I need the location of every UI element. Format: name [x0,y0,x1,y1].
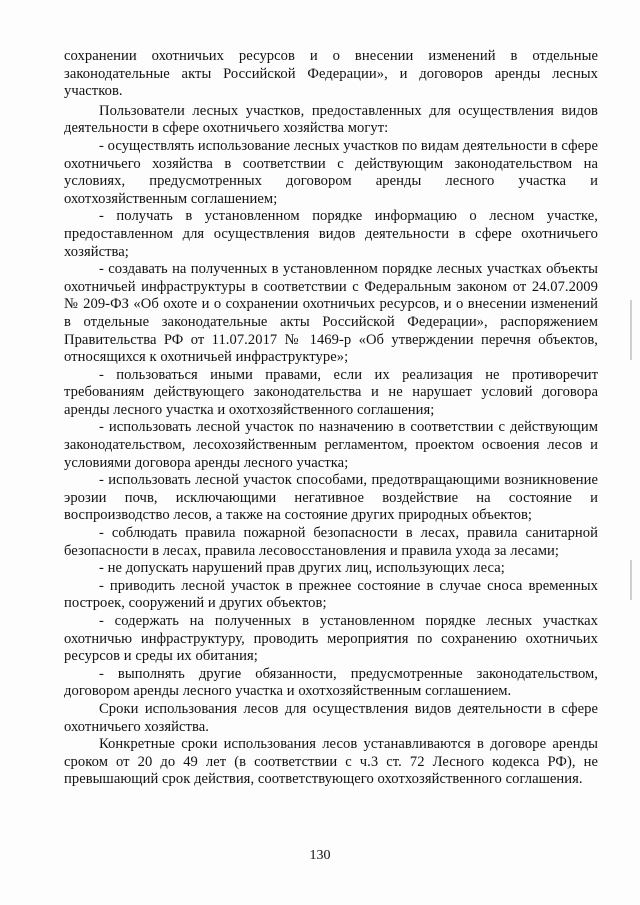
paragraph-users-intro: Пользователи лесных участков, предоставленных для осуществления видов деятельности в сфере охотничьего хозяйства могут: [64,102,598,137]
list-item-respect-rights: - не допускать нарушений прав других лиц, использующих леса; [99,560,505,577]
list-item-use-plots: - осуществлять использование лесных участков по видам деятельности в сфере охотничьего хозяйства в соответствии с действующим законодательством на условиях, предусмотренных договором аренды лесного участка и охотхозяйственным соглашением; [64,137,598,207]
document-body [64,48,598,789]
list-item-get-info: - получать в установленном порядке информацию о лесном участке, предоставленном для осуществления видов деятельности в сфере охотничьего хозяйства; [64,208,598,260]
list-item-fire-safety: - соблюдать правила пожарной безопасности в лесах, правила санитарной безопасности в лесах, правила лесовосстановления и правила ухода за лесами; [64,525,598,559]
paragraph-specific-terms: Конкретные сроки использования лесов устанавливаются в договоре аренды сроком от 20 до 49 лет (в соответствии с ч.3 ст. 72 Лесного кодекса РФ), не превышающий срок действия, соответствующего охотхозяйственного соглашения. [64,736,598,788]
list-item-other-duties: - выполнять другие обязанности, предусмотренные законодательством, договором аренды лесного участка и охотхозяйственным соглашением. [64,665,598,700]
scan-artifact [630,560,632,600]
scan-artifact [630,300,632,360]
list-item-restore-plot: - приводить лесной участок в прежнее состояние в случае сноса временных построек, сооружений и других объектов; [64,577,598,612]
list-item-use-by-purpose: - использовать лесной участок по назначению в соответствии с действующим законодательством, лесохозяйственным регламентом, проектом освоения лесов и условиями договора аренды лесного участка; [64,419,598,471]
section-heading-terms: Сроки использования лесов для осуществления видов деятельности в сфере охотничьего хозяйства. [64,700,598,735]
paragraph-continuation: сохранении охотничьих ресурсов и о внесении изменений в отдельные законодательные акты Российской Федерации», и договоров аренды лесных участков. [64,48,598,100]
list-item-maintain-infrastructure: - содержать на полученных в установленном порядке лесных участках охотничью инфраструктуру, проводить мероприятия по сохранению охотничьих ресурсов и среды их обитания; [64,613,598,665]
list-item-build-infrastructure: - создавать на полученных в установленном порядке лесных участках объекты охотничьей инфраструктуры в соответствии с Федеральным законом от 24.07.2009 № 209-ФЗ «Об охоте и о сохранении охотничьих ресурсов, и о внесении изменений в отдельные законодательные акты Российской Федерации», распоряжением Правительства РФ от 11.07.2017 № 1469-р «Об утверждении перечня объектов, относящихся к охотничьей инфраструктуре»; [64,261,598,366]
list-item-other-rights: - пользоваться иными правами, если их реализация не противоречит требованиям действующего законодательства и не нарушает условий договора аренды лесного участка и охотхозяйственного соглашения; [64,366,598,418]
page-number: 130 [309,848,331,863]
list-item-prevent-erosion: - использовать лесной участок способами, предотвращающими возникновение эрозии почв, исключающими негативное воздействие на состояние и воспроизводство лесов, а также на состояние других природных объектов; [64,472,598,524]
